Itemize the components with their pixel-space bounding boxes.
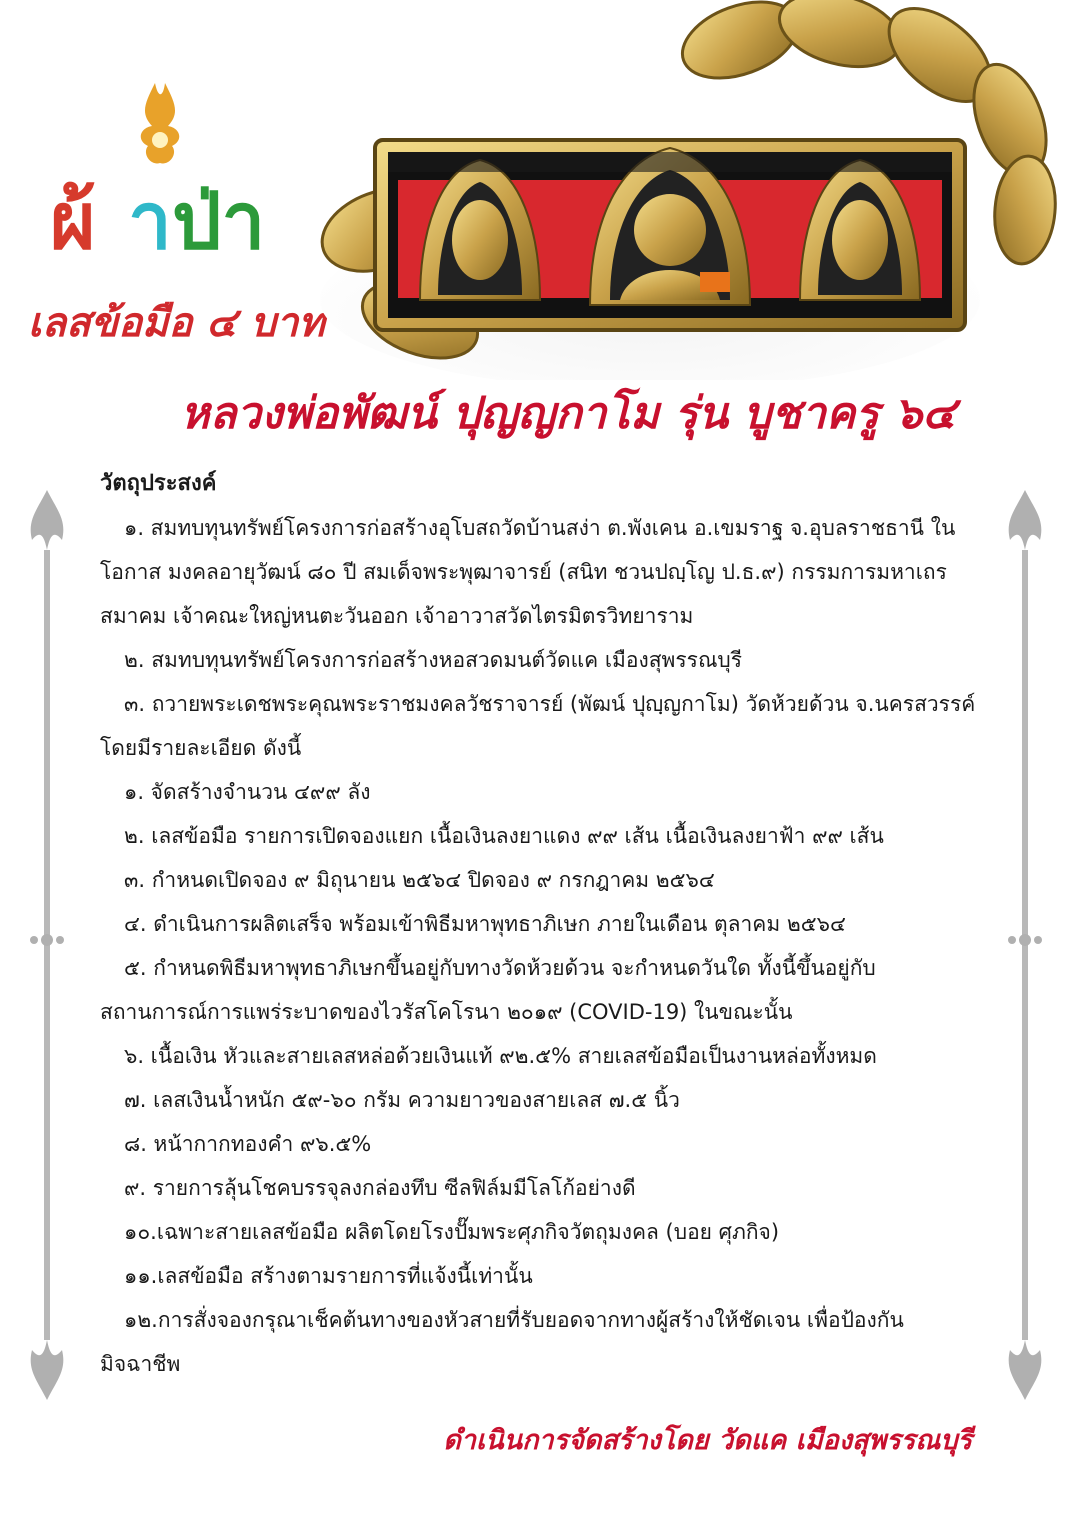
detail-item: ๓. กำหนดเปิดจอง ๙ มิถุนายน ๒๕๖๔ ปิดจอง ๙ กรกฎาคม ๒๕๖๔ xyxy=(124,868,715,892)
detail-item: ๘. หน้ากากทองคำ ๙๖.๕% xyxy=(124,1132,372,1156)
detail-item: ๑๐.เฉพาะสายเลสข้อมือ ผลิตโดยโรงปั๊มพระศุภกิจวัตถุมงคล (บอย ศุภกิจ) xyxy=(124,1220,780,1244)
detail-item: ๒. เลสข้อมือ รายการเปิดจองแยก เนื้อเงินลงยาแดง ๙๙ เส้น เนื้อเงินลงยาฟ้า ๙๙ เส้น xyxy=(124,824,884,848)
objectives-section xyxy=(100,462,980,1386)
section-heading: วัตถุประสงค์ xyxy=(100,471,217,496)
svg-text:า: า xyxy=(128,176,172,263)
paragraph: ๒. สมทบทุนทรัพย์โครงการก่อสร้างหอสวดมนต์วัดแค เมืองสุพรรณบุรี xyxy=(124,648,743,672)
paragraph: ๑. สมทบทุนทรัพย์โครงการก่อสร้างอุโบสถวัดบ้านสง่า ต.พังเคน อ.เขมราฐ จ.อุบลราชธานี ในโอกาส มงคลอายุวัฒน์ ๘๐ ปี สมเด็จพระพุฒาจารย์ (สนิท ชวนปญฺโญ ป.ธ.๙) กรรมการมหาเถรสมาคม เจ้าคณะใหญ่หนตะวันออก เจ้าอาวาสวัดไตรมิตรวิทยาราม xyxy=(100,516,956,628)
bracelet-image xyxy=(320,0,1076,380)
detail-item: ๙. รายการลุ้นโชคบรรจุลงกล่องทึบ ซีลฟิล์มมีโลโก้อย่างดี xyxy=(124,1176,636,1200)
detail-item: ๔. ดำเนินการผลิตเสร็จ พร้อมเข้าพิธีมหาพุทธาภิเษก ภายในเดือน ตุลาคม ๒๕๖๔ xyxy=(124,912,846,936)
detail-item: ๑๒.การสั่งจองกรุณาเช็คต้นทางของหัวสายที่รับยอดจากทางผู้สร้างให้ชัดเจน เพื่อป้องกันมิจฉาชีพ xyxy=(100,1308,904,1376)
paragraph: ๓. ถวายพระเดชพระคุณพระราชมงคลวัชราจารย์ (พัฒน์ ปุญฺญกาโม) วัดห้วยด้วน จ.นครสวรรค์ โดยมีรายละเอียด ดังนี้ xyxy=(100,692,976,760)
right-ornament-border xyxy=(1000,490,1050,1400)
detail-item: ๗. เลสเงินน้ำหนัก ๕๙-๖๐ กรัม ความยาวของสายเลส ๗.๕ นิ้ว xyxy=(124,1088,680,1112)
left-ornament-border xyxy=(22,490,72,1400)
product-title: เลสข้อมือ ๔ บาท xyxy=(28,299,325,346)
svg-text:ผ้: ผ้ xyxy=(50,176,96,263)
detail-item: ๑๑.เลสข้อมือ สร้างตามรายการที่แจ้งนี้เท่านั้น xyxy=(124,1264,533,1288)
detail-item: ๖. เนื้อเงิน หัวและสายเลสหล่อด้วยเงินแท้ ๙๒.๕% สายเลสข้อมือเป็นงานหล่อทั้งหมด xyxy=(124,1044,877,1068)
detail-item: ๑. จัดสร้างจำนวน ๔๙๙ ลัง xyxy=(124,780,371,804)
organizer-footer: ดำเนินการจัดสร้างโดย วัดแค เมืองสุพรรณบุรี xyxy=(443,1425,972,1456)
detail-item: ๕. กำหนดพิธีมหาพุทธาภิเษกขึ้นอยู่กับทางวัดห้วยด้วน จะกำหนดวันใด ทั้งนี้ขึ้นอยู่กับสถานการณ์การแพร่ระบาดของไวรัสโคโรนา ๒๐๑๙ (COVID-19) ในขณะนั้น xyxy=(100,956,876,1024)
flame-crest-icon xyxy=(40,78,280,263)
brand-logo xyxy=(40,78,280,263)
main-title: หลวงพ่อพัฒน์ ปุญญกาโม รุ่น บูชาครู ๖๔ xyxy=(180,388,956,439)
svg-text:ป่า: ป่า xyxy=(172,176,266,263)
